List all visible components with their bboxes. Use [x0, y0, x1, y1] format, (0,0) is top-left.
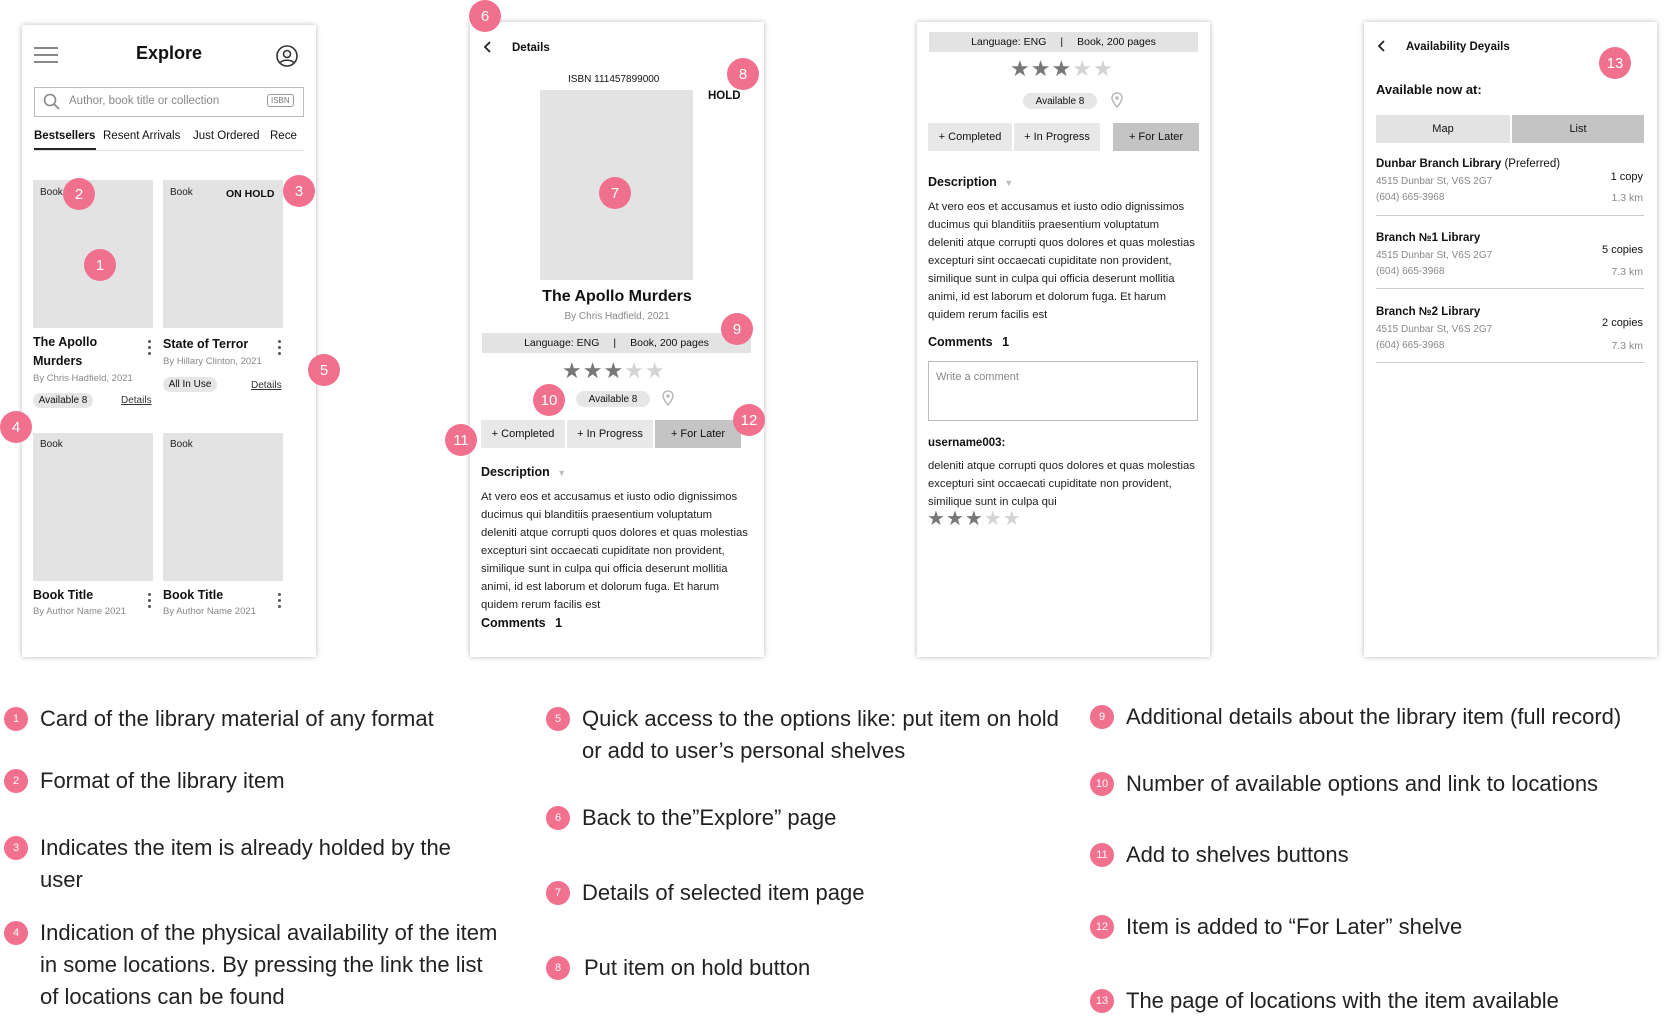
more-options-icon[interactable] [278, 593, 282, 611]
item-author: By Chris Hadfield, 2021 [33, 373, 133, 384]
item-title[interactable]: The Apollo [33, 335, 98, 349]
description-toggle[interactable] [481, 465, 566, 479]
item-info-bar[interactable] [482, 333, 751, 353]
legend-text: Add to shelves buttons [1126, 842, 1349, 867]
library-name: Branch №2 Library [1376, 306, 1481, 318]
availability-badge[interactable]: Available 8 [576, 391, 650, 407]
item-info-bar[interactable] [929, 32, 1198, 52]
info-separator: | [613, 337, 617, 349]
add-in-progress-button[interactable]: + In Progress [567, 420, 653, 448]
description-label: Description [928, 175, 997, 189]
legend-text: Card of the library material of any format [40, 706, 434, 731]
details-link[interactable]: Details [121, 395, 152, 406]
distance: 7.3 km [1611, 266, 1643, 278]
location-pin-icon[interactable] [1111, 92, 1123, 108]
divider [1376, 288, 1644, 289]
tab-resent-arrivals[interactable]: Resent Arrivals [103, 130, 181, 142]
isbn-scan-icon[interactable]: ISBN [267, 94, 294, 107]
format-label: Book [40, 439, 63, 450]
tab-bestsellers[interactable]: Bestsellers [34, 130, 96, 142]
item-author: By Hillary Clinton, 2021 [163, 356, 262, 367]
library-phone[interactable]: (604) 665-3968 [1376, 266, 1445, 277]
tab-just-ordered[interactable]: Just Ordered [193, 130, 260, 142]
back-icon[interactable] [482, 40, 494, 54]
annotation-badge: 4 [0, 411, 32, 443]
comments-label: Comments [928, 335, 993, 349]
annotation-badge: 6 [469, 0, 501, 32]
annotation-badge: 7 [599, 177, 631, 209]
annotation-badge: 11 [445, 424, 477, 456]
comment-username: username003: [928, 437, 1006, 449]
description-toggle[interactable] [928, 175, 1013, 189]
legend-badge: 4 [4, 921, 28, 945]
item-title-line2[interactable]: Murders [33, 354, 83, 368]
star-icon: ★ [644, 358, 666, 383]
copies-count: 5 copies [1602, 244, 1643, 256]
comment-placeholder: Write a comment [936, 371, 1019, 383]
back-icon[interactable] [1376, 39, 1388, 53]
legend-badge: 9 [1090, 705, 1114, 729]
legend-text: Number of available options and link to locations [1126, 771, 1599, 796]
tab-recent[interactable]: Rece [270, 130, 297, 142]
star-icon: ★ [927, 508, 946, 530]
annotation-badge: 8 [727, 58, 759, 90]
legend-text: Put item on hold button [584, 955, 811, 980]
info-separator: | [1060, 36, 1064, 48]
description-label: Description [481, 465, 550, 479]
annotation-badge: 9 [721, 313, 753, 345]
legend-badge: 10 [1090, 772, 1114, 796]
rating-stars[interactable] [562, 358, 666, 384]
legend-badge: 6 [546, 806, 570, 830]
divider [1376, 215, 1644, 216]
legend-text: Back to the”Explore” page [582, 805, 837, 830]
annotation-badge: 13 [1599, 47, 1631, 79]
star-icon: ★ [983, 508, 1003, 530]
comment-text: deleniti atque corrupti quos dolores et quas molestias excepturi sint occaecati cupiditate non provident, similique sunt in culpa qui [928, 460, 1195, 508]
star-icon: ★ [1072, 56, 1093, 81]
user-icon[interactable] [275, 44, 299, 68]
comments-count: 1 [1002, 335, 1010, 349]
library-phone[interactable]: (604) 665-3968 [1376, 340, 1445, 351]
map-toggle[interactable]: Map [1376, 115, 1510, 143]
legend-text: Format of the library item [40, 768, 285, 793]
location-pin-icon[interactable] [662, 390, 674, 406]
comment-rating-stars [927, 506, 1022, 531]
library-address: 4515 Dunbar St, V6S 2G7 [1376, 176, 1493, 187]
add-for-later-button[interactable]: + For Later [1113, 123, 1199, 151]
more-options-icon[interactable] [148, 340, 152, 358]
isbn-label: ISBN 111457899000 [568, 74, 660, 85]
format-info: Book, 200 pages [1077, 36, 1156, 48]
item-title[interactable]: Book Title [163, 588, 224, 602]
star-icon: ★ [624, 358, 645, 383]
format-label: Book [170, 439, 193, 450]
item-title: The Apollo Murders [542, 288, 692, 305]
legend-badge: 7 [546, 881, 570, 905]
star-icon: ★ [582, 358, 604, 383]
chevron-down-icon: ▼ [557, 468, 567, 478]
annotation-badge: 3 [283, 175, 315, 207]
legend-text: The page of locations with the item available [1126, 988, 1559, 1013]
library-address: 4515 Dunbar St, V6S 2G7 [1376, 324, 1493, 335]
annotation-badge: 1 [84, 249, 116, 281]
list-toggle[interactable]: List [1512, 115, 1644, 143]
add-completed-button[interactable]: + Completed [481, 420, 565, 448]
comment-input[interactable] [928, 361, 1198, 421]
star-icon: ★ [1010, 56, 1031, 81]
legend-text: Indicates the item is already holded by the user [40, 835, 451, 892]
details-screen [470, 22, 764, 657]
distance: 1.3 km [1611, 192, 1643, 204]
availability-screen [1364, 22, 1657, 657]
library-name: Dunbar Branch Library (Preferred) [1376, 158, 1561, 170]
language-info: Language: ENG [971, 36, 1047, 48]
book-cover[interactable] [163, 433, 283, 581]
legend-text: Additional details about the library item (full record) [1126, 704, 1622, 729]
comments-heading [928, 335, 1009, 349]
legend-badge: 1 [4, 707, 28, 731]
legend-text: Details of selected item page [582, 880, 865, 905]
distance: 7.3 km [1611, 340, 1643, 352]
star-icon: ★ [562, 358, 583, 383]
page-title: Explore [135, 43, 203, 63]
star-icon: ★ [945, 508, 965, 530]
details-link[interactable]: Details [251, 380, 282, 391]
legend-badge: 11 [1090, 843, 1114, 867]
annotation-badge: 10 [533, 384, 565, 416]
availability-badge[interactable]: Available 8 [33, 393, 93, 408]
more-options-icon[interactable] [148, 593, 152, 611]
annotation-badge: 12 [733, 404, 765, 436]
hold-button[interactable]: HOLD [708, 90, 741, 102]
available-now-label: Available now at: [1376, 82, 1482, 97]
legend-text: Item is added to “For Later” shelve [1126, 914, 1463, 939]
description-text: At vero eos et accusamus et iusto odio dignissimos ducimus qui blanditiis praesentium voluptatum deleniti atque corrupti quos dolores et quas molestias excepturi sint occaecati cupiditate non provident, similique sunt in culpa qui officia deserunt mollitia animi, id est laborum et dolorum fuga. Et harum quidem rerum facilis est [928, 201, 1195, 321]
item-title[interactable]: Book Title [33, 588, 94, 602]
legend-badge: 2 [4, 769, 28, 793]
chevron-down-icon: ▼ [1004, 178, 1014, 188]
item-author: By Chris Hadfield, 2021 [564, 311, 670, 322]
format-info: Book, 200 pages [630, 337, 709, 349]
star-icon: ★ [1002, 508, 1022, 530]
search-input[interactable]: Author, book title or collection [69, 95, 220, 107]
description-text: At vero eos et accusamus et iusto odio dignissimos ducimus qui blanditiis praesentium voluptatum deleniti atque corrupti quos dolores et quas molestias excepturi sint occaecati cupiditate non provident, similique sunt in culpa qui officia deserunt mollitia animi, id est laborum et dolorum fuga. Et harum quidem rerum facilis est [481, 491, 748, 611]
library-address: 4515 Dunbar St, V6S 2G7 [1376, 250, 1493, 261]
legend-badge: 5 [546, 707, 570, 731]
copies-count: 1 copy [1610, 171, 1643, 183]
book-cover[interactable] [33, 433, 153, 581]
legend-text: Quick access to the options like: put item on hold or add to user’s personal shelves [582, 706, 1059, 763]
format-label: Book [170, 187, 193, 198]
explore-screen [22, 25, 316, 657]
format-label: Book [40, 187, 63, 198]
availability-badge[interactable]: Available 8 [1023, 93, 1097, 109]
comments-heading [481, 616, 562, 630]
on-hold-label: ON HOLD [226, 188, 275, 200]
add-for-later-button[interactable]: + For Later [655, 420, 741, 448]
star-icon: ★ [603, 358, 625, 383]
legend-badge: 13 [1090, 989, 1114, 1013]
more-options-icon[interactable] [278, 340, 282, 358]
annotation-badge: 2 [63, 178, 95, 210]
item-title[interactable]: State of Terror [163, 337, 249, 351]
copies-count: 2 copies [1602, 317, 1643, 329]
search-bar[interactable] [34, 87, 304, 117]
item-author: By Author Name 2021 [163, 606, 256, 617]
library-name: Branch №1 Library [1376, 232, 1481, 244]
annotation-badge: 5 [308, 354, 340, 386]
legend-badge: 12 [1090, 915, 1114, 939]
tabs-divider [34, 150, 304, 151]
legend-badge: 8 [546, 956, 570, 980]
divider [1376, 362, 1644, 363]
availability-badge[interactable]: All In Use [163, 377, 217, 392]
details-scrolled-screen [917, 22, 1210, 657]
star-icon: ★ [1051, 56, 1073, 81]
comments-count: 1 [555, 616, 563, 630]
star-icon: ★ [1092, 56, 1114, 81]
library-phone[interactable]: (604) 665-3968 [1376, 192, 1445, 203]
search-icon [43, 93, 61, 111]
add-in-progress-button[interactable]: + In Progress [1014, 123, 1100, 151]
rating-stars[interactable] [1010, 56, 1114, 82]
book-cover[interactable] [163, 180, 283, 328]
header-title: Availability Deyails [1406, 41, 1510, 53]
star-icon: ★ [964, 508, 984, 530]
add-completed-button[interactable]: + Completed [928, 123, 1012, 151]
comments-label: Comments [481, 616, 546, 630]
item-author: By Author Name 2021 [33, 606, 126, 617]
legend-badge: 3 [4, 836, 28, 860]
legend-text: Indication of the physical availability of the item in some locations. By pressing the link the list of locations can be found [40, 920, 498, 1009]
star-icon: ★ [1030, 56, 1052, 81]
language-info: Language: ENG [524, 337, 600, 349]
header-title: Details [512, 42, 550, 54]
